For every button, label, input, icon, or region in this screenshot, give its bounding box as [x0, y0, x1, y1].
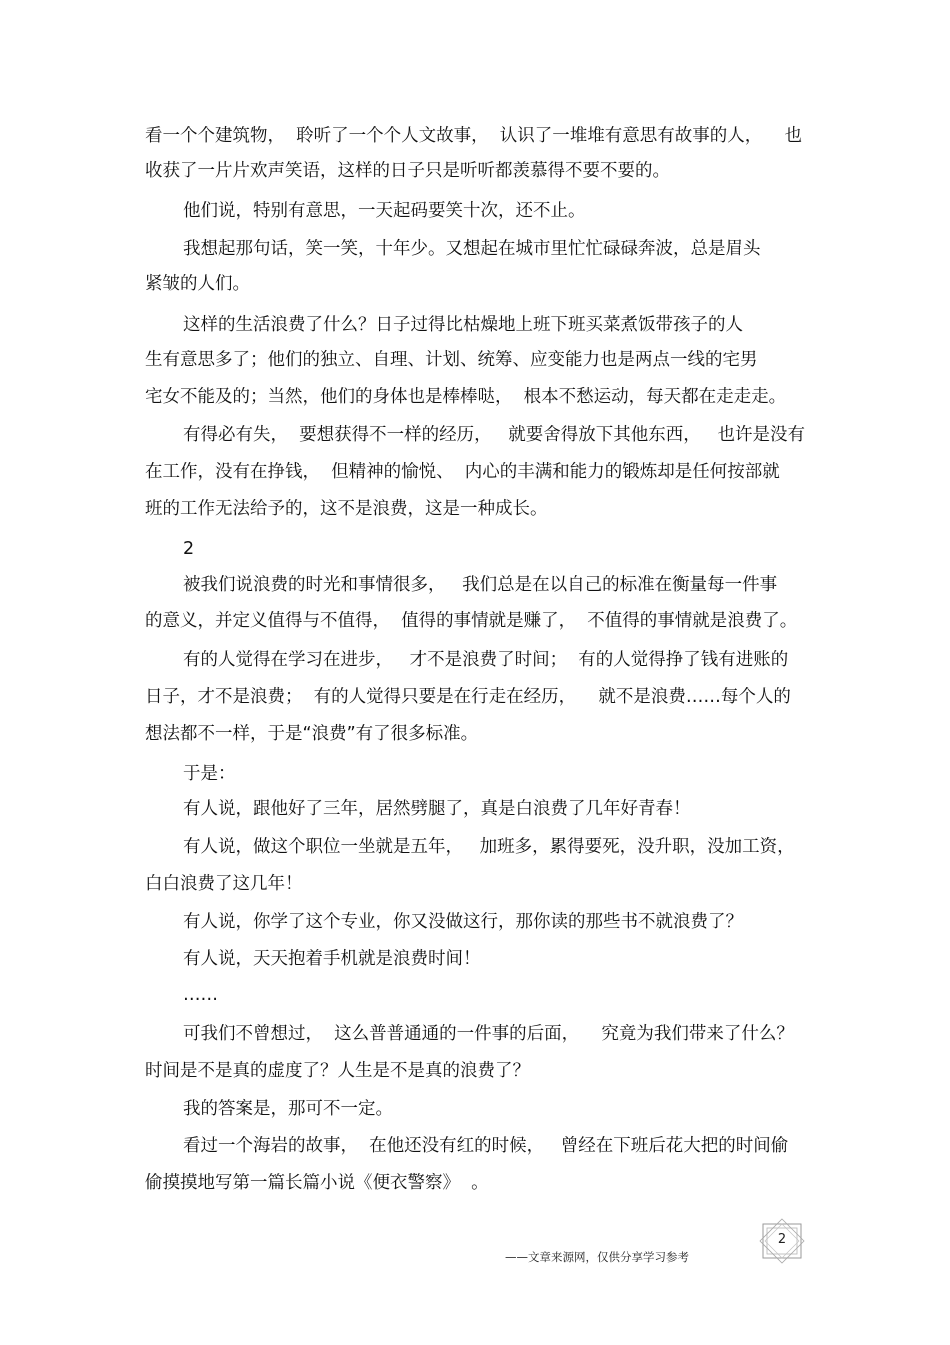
text-line: 被我们说浪费的时光和事情很多， 我们总是在以自己的标准在衡量每一件事	[183, 575, 778, 595]
ellipsis-line: ……	[183, 985, 218, 1005]
text-line: 看过一个海岩的故事， 在他还没有红的时候， 曾经在下班后花大把的时间偷	[183, 1136, 789, 1156]
text-line: 有人说，你学了这个专业，你又没做这行，那你读的那些书不就浪费了？	[183, 912, 743, 932]
text-line: 我的答案是，那可不一定。	[183, 1099, 393, 1119]
text-line: 收获了一片片欢声笑语，这样的日子只是听听都羡慕得不要不要的。	[145, 161, 670, 181]
text-line: 有的人觉得在学习在进步， 才不是浪费了时间； 有的人觉得挣了钱有进账的	[183, 650, 789, 670]
text-line: 的意义，并定义值得与不值得， 值得的事情就是赚了， 不值得的事情就是浪费了。	[145, 611, 798, 631]
text-line: 于是：	[183, 764, 236, 784]
section-number: 2	[183, 539, 195, 559]
text-line: 有得必有失， 要想获得不一样的经历， 就要舍得放下其他东西， 也许是没有	[183, 425, 805, 445]
text-line: 有人说，天天抱着手机就是浪费时间！	[183, 949, 481, 969]
text-line: 有人说，做这个职位一坐就是五年， 加班多，累得要死，没升职，没加工资，	[183, 837, 795, 857]
page-number: 2	[777, 1232, 787, 1247]
text-line: 有人说，跟他好了三年，居然劈腿了，真是白浪费了几年好青春！	[183, 799, 691, 819]
text-line: 偷摸摸地写第一篇长篇小说《便衣警察》 。	[145, 1173, 489, 1193]
text-line: 在工作，没有在挣钱， 但精神的愉悦、 内心的丰满和能力的锻炼却是任何按部就	[145, 462, 780, 482]
text-line: 时间是不是真的虚度了？人生是不是真的浪费了？	[145, 1061, 530, 1081]
text-line: 想法都不一样，于是“浪费”有了很多标准。	[145, 724, 479, 744]
footer-source-note: ——文章来源网，仅供分享学习参考	[505, 1250, 689, 1264]
text-line: 可我们不曾想过， 这么普普通通的一件事的后面， 究竟为我们带来了什么？	[183, 1024, 794, 1044]
text-line: 日子，才不是浪费； 有的人觉得只要是在行走在经历， 就不是浪费……每个人的	[145, 687, 791, 707]
text-line: 看一个个建筑物， 聆听了一个个人文故事， 认识了一堆堆有意思有故事的人， 也	[145, 126, 802, 146]
text-line: 紧皱的人们。	[145, 274, 250, 294]
text-line: 生有意思多了；他们的独立、自理、计划、统筹、应变能力也是两点一线的宅男	[145, 350, 758, 370]
page-number-badge	[757, 1218, 807, 1264]
text-line: 这样的生活浪费了什么？日子过得比枯燥地上班下班买菜煮饭带孩子的人	[183, 315, 743, 335]
text-line: 他们说，特别有意思，一天起码要笑十次，还不止。	[183, 201, 586, 221]
text-line: 宅女不能及的；当然，他们的身体也是棒棒哒， 根本不愁运动，每天都在走走走。	[145, 387, 787, 407]
text-line: 我想起那句话，笑一笑，十年少。又想起在城市里忙忙碌碌奔波，总是眉头	[183, 239, 761, 259]
text-line: 白白浪费了这几年！	[145, 874, 303, 894]
text-line: 班的工作无法给予的，这不是浪费，这是一种成长。	[145, 499, 548, 519]
